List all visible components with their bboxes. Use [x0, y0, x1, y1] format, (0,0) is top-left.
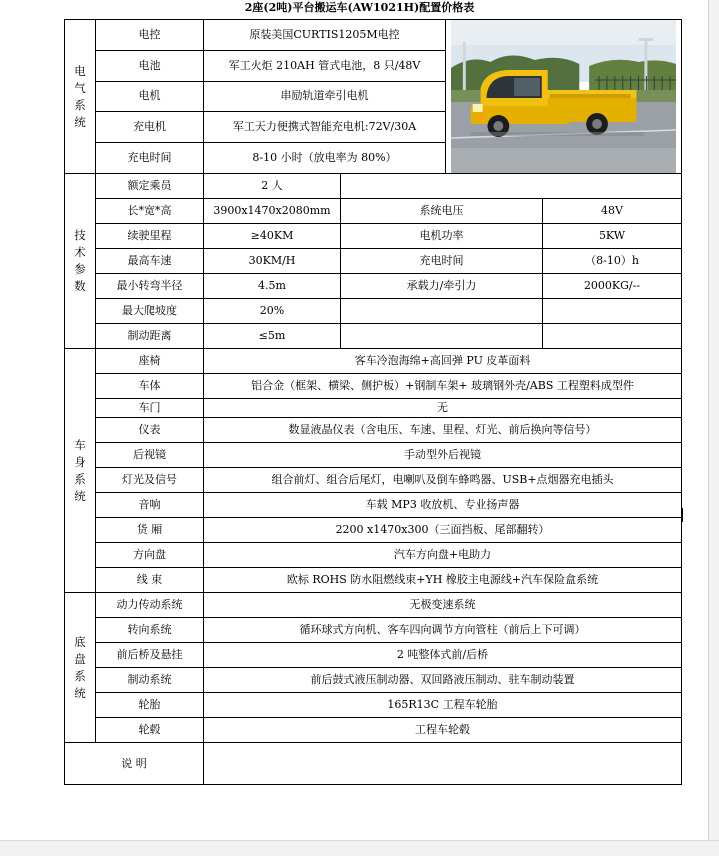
notes-row — [65, 743, 682, 785]
notes-value — [204, 743, 682, 785]
row-value: 2 吨整体式前/后桥 — [204, 643, 682, 668]
row-label-2 — [341, 324, 543, 349]
row-value: ≥40KM — [204, 224, 341, 249]
row-value: 30KM/H — [204, 249, 341, 274]
viewer-right-edge — [708, 0, 719, 855]
row-value-2: 48V — [543, 199, 682, 224]
row-value-2: 5KW — [543, 224, 682, 249]
body-row — [65, 543, 682, 568]
body-row — [65, 518, 682, 543]
row-value: 原装美国CURTIS1205M电控 — [204, 20, 446, 51]
row-label: 音响 — [96, 493, 204, 518]
row-value: 数显液晶仪表（含电压、车速、里程、灯光、前后换向等信号） — [204, 418, 682, 443]
tech-row — [65, 324, 682, 349]
row-value: 2200 x1470x300（三面挡板、尾部翻转） — [204, 518, 682, 543]
row-value: 无极变速系统 — [204, 593, 682, 618]
row-label: 制动距离 — [96, 324, 204, 349]
row-label: 电机 — [96, 81, 204, 112]
electric-row — [65, 20, 682, 51]
group-label-body: 车身系统 — [74, 437, 86, 503]
row-value: 组合前灯、组合后尾灯，电喇叭及倒车蜂鸣器、USB+点烟器充电插头 — [204, 468, 682, 493]
group-label-electric: 电气系统 — [74, 63, 86, 129]
row-value: 军工火炬 210AH 管式电池，8 只/48V — [204, 50, 446, 81]
body-row — [65, 443, 682, 468]
row-value: 前后鼓式液压制动器、双回路液压制动、驻车制动装置 — [204, 668, 682, 693]
row-label-2 — [341, 299, 543, 324]
row-label: 货 厢 — [96, 518, 204, 543]
chassis-row — [65, 618, 682, 643]
tech-row — [65, 199, 682, 224]
chassis-row — [65, 643, 682, 668]
group-label-tech: 技术参数 — [74, 228, 86, 293]
body-row — [65, 349, 682, 374]
row-value: 4.5m — [204, 274, 341, 299]
spec-table — [64, 19, 682, 785]
group-label-chassis: 底盘系统 — [74, 634, 86, 700]
row-label-2: 充电时间 — [341, 249, 543, 274]
group-chassis-cell — [65, 593, 96, 743]
empty-cell — [341, 174, 682, 199]
row-label: 电控 — [96, 20, 204, 51]
row-label: 制动系统 — [96, 668, 204, 693]
group-tech-cell — [65, 174, 96, 349]
row-label: 最大爬坡度 — [96, 299, 204, 324]
row-label: 前后桥及悬挂 — [96, 643, 204, 668]
row-label: 电池 — [96, 50, 204, 81]
row-label: 后视镜 — [96, 443, 204, 468]
body-row — [65, 374, 682, 399]
vehicle-photo — [451, 20, 676, 173]
row-label: 动力传动系统 — [96, 593, 204, 618]
tech-row — [65, 224, 682, 249]
row-value: 汽车方向盘+电助力 — [204, 543, 682, 568]
row-label: 最小转弯半径 — [96, 274, 204, 299]
body-row — [65, 568, 682, 593]
row-label: 额定乘员 — [96, 174, 204, 199]
row-label: 续驶里程 — [96, 224, 204, 249]
row-label: 灯光及信号 — [96, 468, 204, 493]
row-label: 车门 — [96, 399, 204, 418]
row-value: ≤5m — [204, 324, 341, 349]
row-value: 铝合金（框架、横梁、侧护板）+钢制车架+ 玻璃钢外壳/ABS 工程塑料成型件 — [204, 374, 682, 399]
row-value: 2 人 — [204, 174, 341, 199]
chassis-row — [65, 693, 682, 718]
viewer-bottom-edge — [0, 840, 719, 856]
row-label: 仪表 — [96, 418, 204, 443]
row-label-2: 系统电压 — [341, 199, 543, 224]
group-body-cell — [65, 349, 96, 593]
row-value-2 — [543, 324, 682, 349]
body-row — [65, 418, 682, 443]
chassis-row — [65, 593, 682, 618]
row-value-2 — [543, 299, 682, 324]
body-row — [65, 493, 682, 518]
row-value: 3900x1470x2080mm — [204, 199, 341, 224]
row-label: 座椅 — [96, 349, 204, 374]
edge-mark — [681, 508, 683, 522]
row-value: 客车冷泡海绵+高回弹 PU 皮革面料 — [204, 349, 682, 374]
tech-row — [65, 299, 682, 324]
row-label: 车体 — [96, 374, 204, 399]
tech-row — [65, 174, 682, 199]
document-title: 2座(2吨)平台搬运车(AW1021H)配置价格表 — [244, 1, 475, 14]
row-label: 充电机 — [96, 112, 204, 143]
row-value: 无 — [204, 399, 682, 418]
row-value: 165R13C 工程车轮胎 — [204, 693, 682, 718]
chassis-row — [65, 668, 682, 693]
row-label-2: 承载力/牵引力 — [341, 274, 543, 299]
vehicle-photo-cell — [446, 20, 682, 174]
row-label: 充电时间 — [96, 143, 204, 174]
body-row — [65, 399, 682, 418]
row-value: 串励轨道牵引电机 — [204, 81, 446, 112]
row-value: 手动型外后视镜 — [204, 443, 682, 468]
row-label: 轮毂 — [96, 718, 204, 743]
tech-row — [65, 274, 682, 299]
row-value: 8-10 小时（放电率为 80%） — [204, 143, 446, 174]
row-value: 欧标 ROHS 防水阻燃线束+YH 橡胶主电源线+汽车保险盒系统 — [204, 568, 682, 593]
chassis-row — [65, 718, 682, 743]
row-value: 军工天力便携式智能充电机:72V/30A — [204, 112, 446, 143]
row-value: 20% — [204, 299, 341, 324]
row-value: 循环球式方向机、客车四向调节方向管柱（前后上下可调） — [204, 618, 682, 643]
row-label: 方向盘 — [96, 543, 204, 568]
row-label: 最高车速 — [96, 249, 204, 274]
notes-label: 说 明 — [65, 743, 204, 785]
row-value: 车载 MP3 收放机、专业扬声器 — [204, 493, 682, 518]
body-row — [65, 468, 682, 493]
row-value-2: （8-10）h — [543, 249, 682, 274]
row-label: 长*宽*高 — [96, 199, 204, 224]
tech-row — [65, 249, 682, 274]
row-value: 工程车轮毂 — [204, 718, 682, 743]
row-label-2: 电机功率 — [341, 224, 543, 249]
row-label: 轮胎 — [96, 693, 204, 718]
group-electric-cell — [65, 20, 96, 174]
row-value-2: 2000KG/-- — [543, 274, 682, 299]
row-label: 转向系统 — [96, 618, 204, 643]
row-label: 线 束 — [96, 568, 204, 593]
